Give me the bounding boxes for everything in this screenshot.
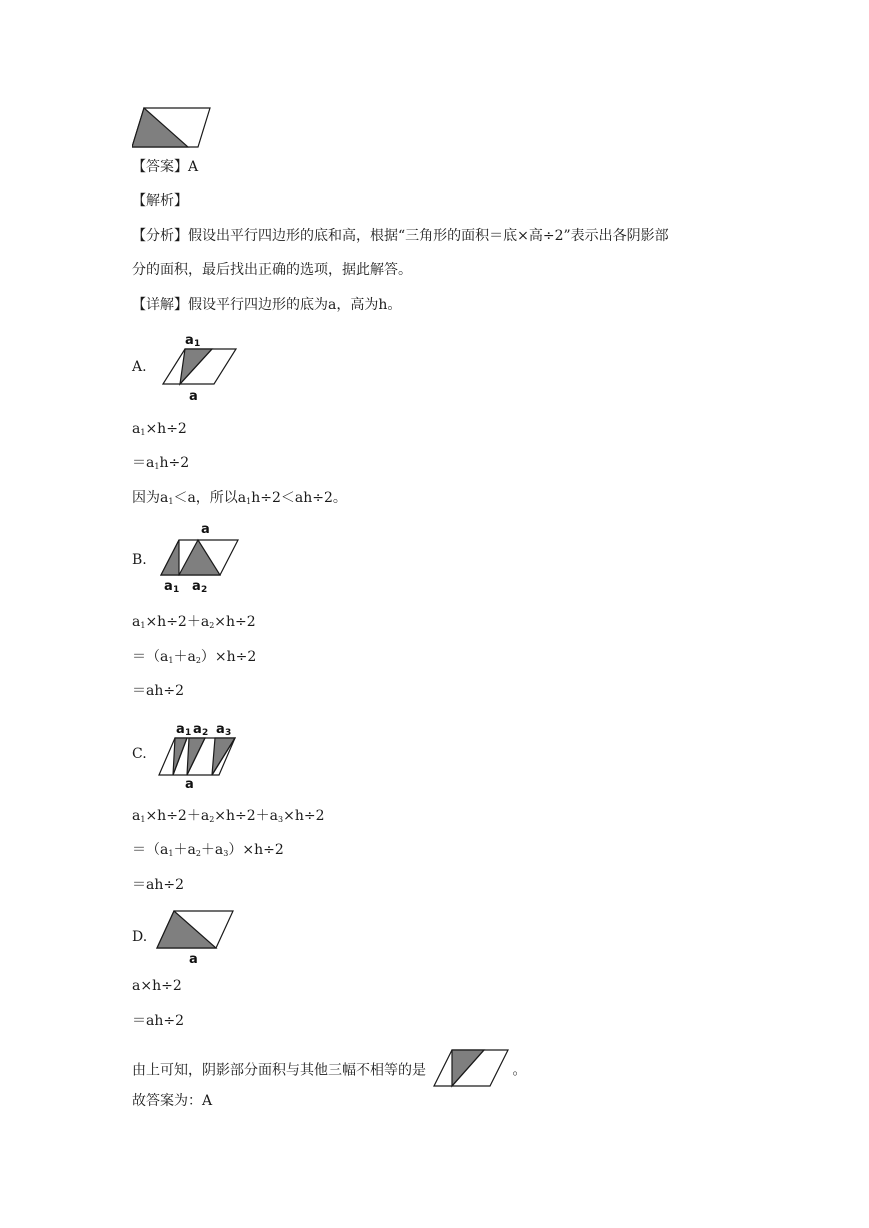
option-a-line-3: 因为$a_1<a$，所以$a_1h\div 2<ah\div 2$。 [132, 490, 347, 506]
option-d-bottom-label: a [189, 952, 198, 967]
analysis-heading: 【解析】 [132, 193, 188, 209]
option-a-figure [160, 330, 240, 404]
option-c-line-1: $a_1\times h\div 2+a_2\times h\div 2+a_3\times h\div 2$ [132, 808, 325, 824]
option-b-top-label: a [201, 522, 210, 537]
option-a-bottom-label: a [189, 389, 198, 404]
option-c-top-label-3: a [216, 722, 225, 737]
option-c-figure [156, 718, 240, 792]
detail-line: 【详解】假设平行四边形的底为a，高为h。 [132, 297, 402, 313]
option-b-line-3: ＝ah÷2 [132, 683, 185, 699]
option-b-label: B. [132, 552, 147, 568]
option-c-line-3: ＝ah÷2 [132, 877, 185, 893]
option-b-line-2: $=(a_1+a_2)\times h\div 2$ [132, 649, 257, 665]
option-c-top-label-1: a [176, 722, 185, 737]
option-d-line-2: ＝ah÷2 [132, 1013, 185, 1029]
option-a-line-2: $=a_1h\div 2$ [132, 455, 190, 471]
option-a-line-1: $a_1\times h\div 2$ [132, 421, 187, 437]
option-c-top-sub-3: 3 [225, 728, 232, 738]
final-answer-line: 故答案为：A [132, 1093, 213, 1109]
option-c-top-label-2: a [193, 722, 202, 737]
option-a-top-label: a [185, 333, 194, 348]
option-b-bottom-label-2: a [192, 579, 201, 594]
analysis-line-2: 分的面积，最后找出正确的选项，据此解答。 [132, 262, 412, 278]
option-b-bottom-sub-1: 1 [173, 585, 180, 595]
option-c-label: C. [132, 746, 147, 762]
option-a-top-sub: 1 [194, 339, 201, 349]
option-b-bottom-sub-2: 2 [201, 585, 208, 595]
option-c-top-sub-1: 1 [185, 728, 192, 738]
option-d-label: D. [132, 929, 148, 945]
option-b-line-1: $a_1\times h\div 2+a_2\times h\div 2$ [132, 614, 256, 630]
option-a-label: A. [132, 359, 147, 375]
option-b-bottom-label-1: a [164, 579, 173, 594]
option-d-line-1: a×h÷2 [132, 978, 182, 994]
conclusion-figure [432, 1048, 510, 1093]
option-c-top-sub-2: 2 [202, 728, 209, 738]
option-b-figure [158, 518, 242, 596]
conclusion-line: 由上可知，阴影部分面积与其他三幅不相等的是 。 [132, 1048, 526, 1093]
answer-line: 【答案】A [132, 159, 199, 175]
top-figure [132, 106, 212, 148]
option-d-figure [154, 908, 236, 968]
option-c-line-2: $=(a_1+a_2+a_3)\times h\div 2$ [132, 842, 284, 858]
option-c-bottom-label: a [185, 777, 194, 792]
analysis-line-1: 【分析】假设出平行四边形的底和高，根据“三角形的面积＝底×高÷2”表示出各阴影部 [132, 228, 669, 244]
